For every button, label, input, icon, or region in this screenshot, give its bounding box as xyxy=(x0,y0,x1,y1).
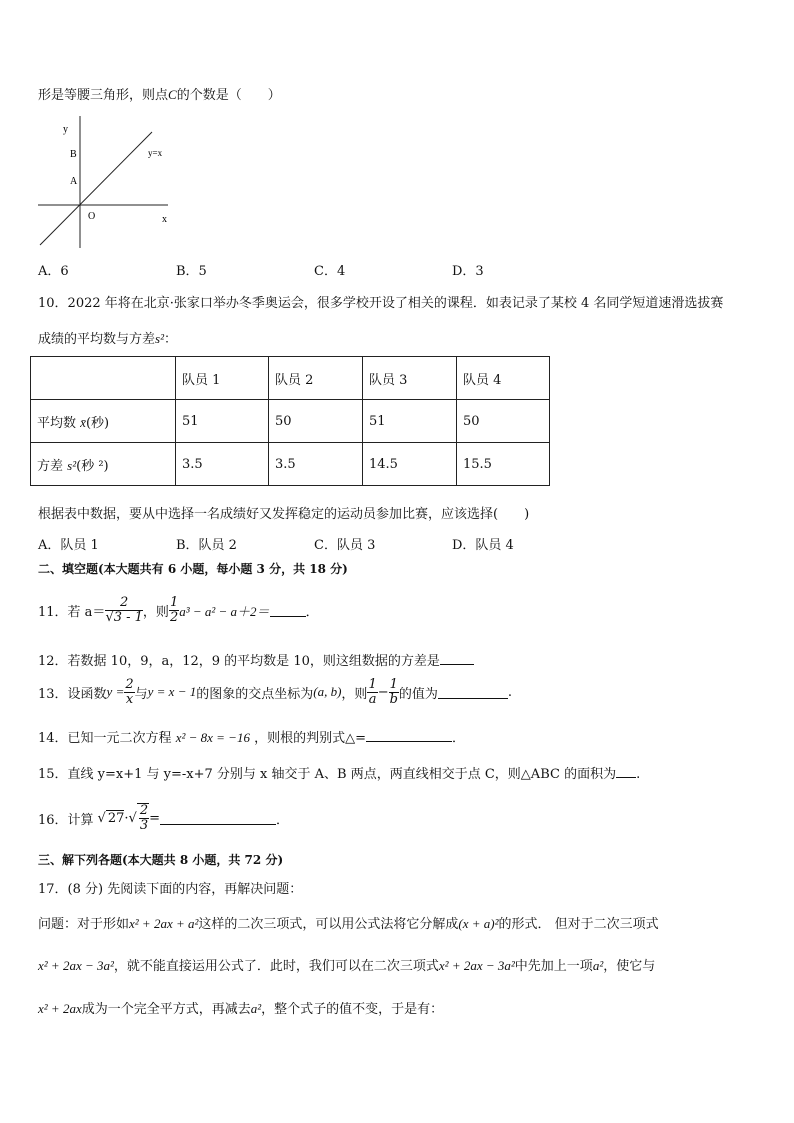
q9-option-d[interactable]: D．3 xyxy=(452,264,484,279)
table-header-cell: 队员 2 xyxy=(269,357,363,400)
q14-dot: ． xyxy=(451,731,465,746)
q17-line2 xyxy=(38,913,659,932)
table-cell: 14.5 xyxy=(363,443,457,486)
q17-line3 xyxy=(38,955,655,974)
q12 xyxy=(38,650,474,669)
q13-answer-blank[interactable] xyxy=(438,686,508,699)
y-axis-label: y xyxy=(63,124,68,135)
q11-den: √3 - 1 xyxy=(105,609,143,625)
q11-answer-blank[interactable] xyxy=(270,604,306,617)
q16-end: ． xyxy=(276,812,290,828)
q17-line4 xyxy=(38,998,443,1017)
q15-answer-blank[interactable] xyxy=(616,765,636,778)
table-cell: 50 xyxy=(457,400,550,443)
x-bar-symbol: x̄ xyxy=(80,414,86,430)
line-label: y=x xyxy=(148,148,163,158)
table-cell: 50 xyxy=(269,400,363,443)
q13-r2 xyxy=(389,678,399,706)
table-row-label xyxy=(31,443,176,486)
q17-l3a: ，就不能直接运用公式了．此时，我们可以在二次三项式 xyxy=(113,959,439,974)
q11-end: ． xyxy=(305,604,319,620)
q11-half xyxy=(169,596,179,624)
q13-r1-num: 1 xyxy=(368,676,377,692)
q16-frac xyxy=(137,803,149,832)
table-header-row xyxy=(31,357,550,400)
q13-pre: 13．设函数 xyxy=(38,686,107,702)
q16 xyxy=(38,798,289,838)
q16-eq: = xyxy=(149,810,161,826)
q9-stem-text: 形是等腰三角形，则点 xyxy=(38,88,169,103)
q14-end: ，则根的判别式△= xyxy=(254,731,366,746)
origin-label: O xyxy=(88,211,96,222)
q13-f2: y = x − 1 xyxy=(147,684,197,699)
q10-stem-line1: 10．2022 年将在北京·张家口举办冬季奥运会，很多学校开设了相关的课程．如表记录了某校 4 名同学短道速滑选拔赛 xyxy=(38,296,724,311)
table-header-cell: 队员 4 xyxy=(457,357,550,400)
x-axis-label: x xyxy=(162,214,167,225)
q17-l4a: 成为一个完全平方式，再减去 xyxy=(81,1002,251,1017)
table-cell: 3.5 xyxy=(176,443,269,486)
q9-stem-end: 的个数是（ ） xyxy=(176,88,281,103)
q11-half-num: 1 xyxy=(169,594,179,610)
q13-point: (a, b) xyxy=(313,684,342,699)
q9-stem xyxy=(38,84,281,103)
q13-mid2: 的图象的交点坐标为 xyxy=(196,686,314,702)
q10-table xyxy=(30,356,550,486)
q15-dot: . xyxy=(636,767,641,782)
section-3-heading: 三、解下列各题(本大题共 8 小题，共 72 分) xyxy=(38,853,284,867)
q17-l2c: 的形式． 但对于二次三项式 xyxy=(498,917,659,932)
q9-option-c[interactable]: C．4 xyxy=(314,264,346,279)
row-label-text: 方差 xyxy=(37,458,64,474)
q13-r1 xyxy=(367,678,377,706)
q14-answer-blank[interactable] xyxy=(366,729,452,742)
section-2-heading: 二、填空题(本大题共有 6 小题，每小题 3 分，共 18 分) xyxy=(38,562,348,576)
table-cell: 15.5 xyxy=(457,443,550,486)
q13-dot: . xyxy=(507,684,513,700)
q12-answer-blank[interactable] xyxy=(440,652,474,665)
q13-f1: y = xyxy=(106,684,125,699)
q12-text: 12．若数据 10，9，a，12，9 的平均数是 10，则这组数据的方差是 xyxy=(38,654,440,669)
q13-mid1: 与 xyxy=(134,686,148,702)
point-b-label: B xyxy=(70,149,77,160)
s2-symbol: s² xyxy=(67,457,77,473)
q17-l3b: 中先加上一项 xyxy=(514,959,593,974)
q13-r2-num: 1 xyxy=(389,676,398,692)
q11 xyxy=(38,590,319,630)
q13-r1-den: a xyxy=(368,691,377,707)
q10-option-d[interactable]: D．队员 4 xyxy=(452,538,514,553)
q14 xyxy=(38,727,465,746)
table-cell: 3.5 xyxy=(269,443,363,486)
q9-point-c: C xyxy=(168,87,177,102)
q11-mid: ，则 xyxy=(142,604,169,620)
q11-fraction xyxy=(105,596,142,624)
q10-option-c[interactable]: C．队员 3 xyxy=(314,538,376,553)
q13-mid3: ，则 xyxy=(341,686,368,702)
q9-option-b[interactable]: B．5 xyxy=(176,264,207,279)
q10-option-b[interactable]: B．队员 2 xyxy=(176,538,237,553)
q16-answer-blank[interactable] xyxy=(160,812,276,825)
table-cell: 51 xyxy=(363,400,457,443)
q10-line2-text: 成绩的平均数与方差 xyxy=(38,332,156,347)
q13-f1-den: x xyxy=(125,691,134,707)
q16-sqrt-frac: √ $\frac{2}{3}$ xyxy=(128,803,149,833)
q16-num: 2 xyxy=(139,803,149,819)
q13-r2-den: b xyxy=(389,691,398,707)
q10-question: 根据表中数据，要从中选择一名成绩好又发挥稳定的运动员参加比赛，应该选择( ) xyxy=(38,507,530,522)
q13-f1-num: 2 xyxy=(125,676,134,692)
line-y-equals-x xyxy=(40,132,152,245)
q17-l3c: ，使它与 xyxy=(603,959,656,974)
table-header-cell: 队员 1 xyxy=(176,357,269,400)
q16-sqrt27: √ 27 xyxy=(97,810,125,826)
point-a-label: A xyxy=(70,176,78,187)
row-unit: (秒 ²) xyxy=(76,458,109,474)
table-row xyxy=(31,443,550,486)
q17-l3-m2: x² + 2ax − 3a² xyxy=(438,958,515,973)
table-header-cell: 队员 3 xyxy=(363,357,457,400)
q13-f1-frac xyxy=(124,678,134,706)
q13-minus: − xyxy=(377,684,389,700)
q16-radicand: 27 xyxy=(107,810,125,826)
table-row xyxy=(31,400,550,443)
q15 xyxy=(38,763,640,782)
table-row-label xyxy=(31,400,176,443)
q11-pre: 11．若 a＝ xyxy=(38,604,106,620)
q11-half-den: 2 xyxy=(169,609,179,625)
q17-line1: 17．(8 分) 先阅读下面的内容，再解决问题： xyxy=(38,882,303,897)
q14-pre: 14．已知一元二次方程 xyxy=(38,731,172,746)
q16-mul: · xyxy=(124,810,129,826)
q13 xyxy=(38,672,512,712)
q11-expr: a³ − a² − a＋2＝ xyxy=(179,603,270,619)
q10-line2-end: ： xyxy=(163,332,177,347)
q17-l2b: 这样的二次三项式，可以用公式法将它分解成 xyxy=(198,917,459,932)
q10-option-a[interactable]: A．队员 1 xyxy=(38,538,99,553)
q15-text: 15．直线 y=x+1 与 y=-x+7 分别与 x 轴交于 A、B 两点，两直线相交于点 C，则△ABC 的面积为 xyxy=(38,767,617,782)
row-unit: (秒) xyxy=(85,415,110,431)
q16-den: 3 xyxy=(139,818,149,833)
q11-num: 2 xyxy=(105,596,142,611)
q13-end: 的值为 xyxy=(398,686,438,702)
q17-l4b: ，整个式子的值不变，于是有： xyxy=(261,1002,444,1017)
q17-l2-m1: x² + 2ax + a² xyxy=(129,916,199,931)
q17-l3-m1: x² + 2ax − 3a² xyxy=(38,958,114,973)
q9-graph xyxy=(36,112,186,252)
q17-l2-m2: (x + a)² xyxy=(458,916,499,931)
q17-l3-m3: a² xyxy=(592,958,604,973)
q17-l2a: 问题：对于形如 xyxy=(38,917,130,932)
q10-s2: s² xyxy=(155,331,164,346)
q10-stem-line2 xyxy=(38,328,177,347)
q17-l4-m2: a² xyxy=(250,1001,262,1016)
q17-l4-m1: x² + 2ax xyxy=(38,1001,82,1016)
table-header-cell xyxy=(31,357,176,400)
q16-pre: 16．计算 xyxy=(38,812,94,828)
row-label-text: 平均数 xyxy=(37,415,77,431)
q9-option-a[interactable]: A．6 xyxy=(38,264,69,279)
table-cell: 51 xyxy=(176,400,269,443)
q14-eq: x² − 8x = −16 xyxy=(175,730,250,745)
